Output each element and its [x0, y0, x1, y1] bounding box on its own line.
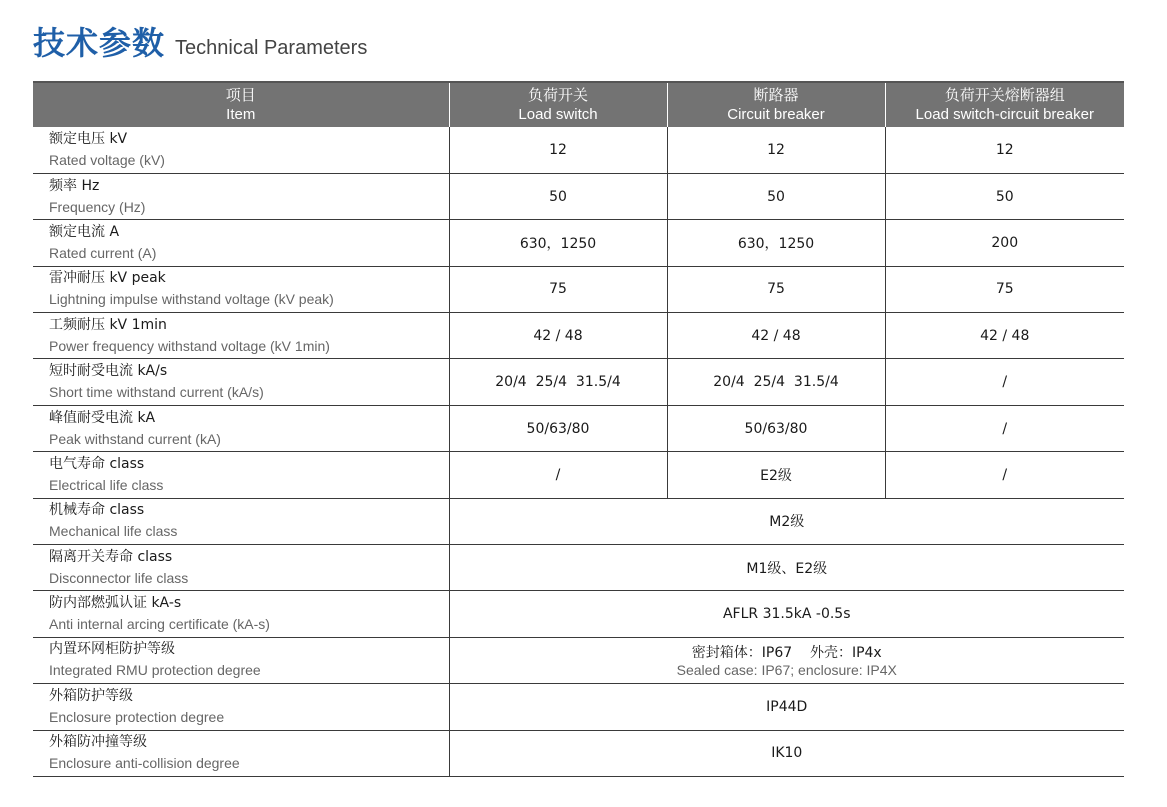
table-row [33, 266, 1124, 312]
table-header-row [33, 82, 1124, 127]
table-row [33, 684, 1124, 730]
row-label-en: Lightning impulse withstand voltage (kV peak) [49, 291, 334, 308]
row-label [33, 545, 449, 591]
cell-load-switch: 630，1250 [449, 220, 667, 266]
cell-load-switch-fuse: 75 [885, 266, 1124, 312]
page-title [33, 18, 367, 64]
merged-value-zh: 密封箱体：IP67 外壳：IP4x [691, 645, 882, 662]
cell-circuit-breaker: 75 [667, 266, 885, 312]
header-load-switch-fuse [885, 82, 1124, 127]
cell-circuit-breaker: 12 [667, 127, 885, 173]
cell-load-switch-fuse: 50 [885, 173, 1124, 219]
row-label-zh: 内置环网柜防护等级 [49, 641, 175, 658]
cell-merged-value: M2级 [449, 498, 1124, 544]
row-label-en: Enclosure protection degree [49, 708, 225, 725]
row-label [33, 730, 449, 776]
cell-load-switch: 42 / 48 [449, 313, 667, 359]
row-label-zh: 防内部燃弧认证 kA-s [49, 595, 182, 612]
cell-circuit-breaker: 630，1250 [667, 220, 885, 266]
row-label-en: Electrical life class [49, 476, 164, 493]
row-label-en: Frequency (Hz) [49, 198, 146, 215]
row-label-en: Mechanical life class [49, 523, 178, 540]
cell-load-switch: 75 [449, 266, 667, 312]
header-circuit-breaker-zh: 断路器 [753, 86, 799, 104]
header-load-switch-fuse-zh: 负荷开关熔断器组 [944, 86, 1065, 104]
cell-load-switch-fuse: / [885, 359, 1124, 405]
table-row [33, 127, 1124, 173]
row-label-en: Short time withstand current (kA/s) [49, 384, 264, 401]
row-label-zh: 额定电压 kV [49, 130, 128, 147]
cell-load-switch-fuse: 12 [885, 127, 1124, 173]
header-item [33, 82, 449, 127]
row-label-zh: 电气寿命 class [49, 455, 145, 472]
header-load-switch-en: Load switch [518, 106, 598, 123]
row-label-en: Anti internal arcing certificate (kA-s) [49, 616, 270, 633]
row-label-en: Integrated RMU protection degree [49, 662, 261, 679]
header-item-en: Item [226, 106, 256, 123]
header-circuit-breaker [667, 82, 885, 127]
cell-circuit-breaker: E2级 [667, 452, 885, 498]
table-row [33, 220, 1124, 266]
row-label-zh: 额定电流 A [49, 223, 120, 240]
cell-load-switch-fuse: 42 / 48 [885, 313, 1124, 359]
row-label [33, 127, 449, 173]
title-english: Technical Parameters [175, 37, 368, 59]
row-label-zh: 短时耐受电流 kA/s [49, 363, 168, 380]
row-label [33, 637, 449, 683]
row-label-zh: 频率 Hz [49, 177, 100, 194]
row-label-zh: 机械寿命 class [49, 502, 145, 519]
table-row [33, 405, 1124, 451]
technical-parameters-table [33, 81, 1124, 777]
cell-load-switch: 50 [449, 173, 667, 219]
header-load-switch-fuse-en: Load switch-circuit breaker [915, 106, 1094, 123]
cell-load-switch: / [449, 452, 667, 498]
cell-merged-value: AFLR 31.5kA -0.5s [449, 591, 1124, 637]
title-chinese: 技术参数 [33, 24, 166, 62]
cell-load-switch: 12 [449, 127, 667, 173]
header-item-zh: 项目 [225, 86, 256, 104]
table-row [33, 359, 1124, 405]
row-label-zh: 外箱防护等级 [49, 687, 133, 704]
cell-load-switch-fuse: 200 [885, 220, 1124, 266]
row-label [33, 266, 449, 312]
row-label-zh: 外箱防冲撞等级 [49, 734, 147, 751]
cell-load-switch-fuse: / [885, 405, 1124, 451]
row-label [33, 173, 449, 219]
row-label [33, 498, 449, 544]
row-label-en: Enclosure anti-collision degree [49, 755, 240, 772]
row-label-zh: 峰值耐受电流 kA [49, 409, 156, 426]
header-load-switch [449, 82, 667, 127]
table-row [33, 545, 1124, 591]
table-row [33, 173, 1124, 219]
row-label-en: Rated voltage (kV) [49, 151, 165, 168]
row-label-en: Rated current (A) [49, 244, 157, 261]
table-row [33, 452, 1124, 498]
cell-circuit-breaker: 50 [667, 173, 885, 219]
row-label [33, 452, 449, 498]
cell-load-switch: 50/63/80 [449, 405, 667, 451]
header-load-switch-zh: 负荷开关 [527, 86, 588, 104]
row-label-zh: 工频耐压 kV 1min [49, 316, 167, 333]
row-label-en: Peak withstand current (kA) [49, 430, 221, 447]
row-label-en: Power frequency withstand voltage (kV 1min) [49, 337, 330, 354]
cell-merged-value: IP44D [449, 684, 1124, 730]
cell-merged-value: M1级、E2级 [449, 545, 1124, 591]
cell-circuit-breaker: 50/63/80 [667, 405, 885, 451]
row-label [33, 684, 449, 730]
header-circuit-breaker-en: Circuit breaker [727, 106, 825, 123]
cell-circuit-breaker: 20/4 25/4 31.5/4 [667, 359, 885, 405]
row-label-en: Disconnector life class [49, 569, 189, 586]
row-label-zh: 隔离开关寿命 class [49, 548, 173, 565]
cell-circuit-breaker: 42 / 48 [667, 313, 885, 359]
row-label [33, 313, 449, 359]
table-row [33, 637, 1124, 683]
cell-merged-value [449, 637, 1124, 683]
row-label [33, 591, 449, 637]
table-row [33, 313, 1124, 359]
cell-load-switch: 20/4 25/4 31.5/4 [449, 359, 667, 405]
table-row [33, 730, 1124, 776]
table-row [33, 498, 1124, 544]
cell-load-switch-fuse: / [885, 452, 1124, 498]
merged-value-en: Sealed case: IP67; enclosure: IP4X [676, 662, 897, 679]
row-label-zh: 雷冲耐压 kV peak [49, 270, 166, 287]
cell-merged-value: IK10 [449, 730, 1124, 776]
row-label [33, 359, 449, 405]
row-label [33, 405, 449, 451]
table-row [33, 591, 1124, 637]
row-label [33, 220, 449, 266]
